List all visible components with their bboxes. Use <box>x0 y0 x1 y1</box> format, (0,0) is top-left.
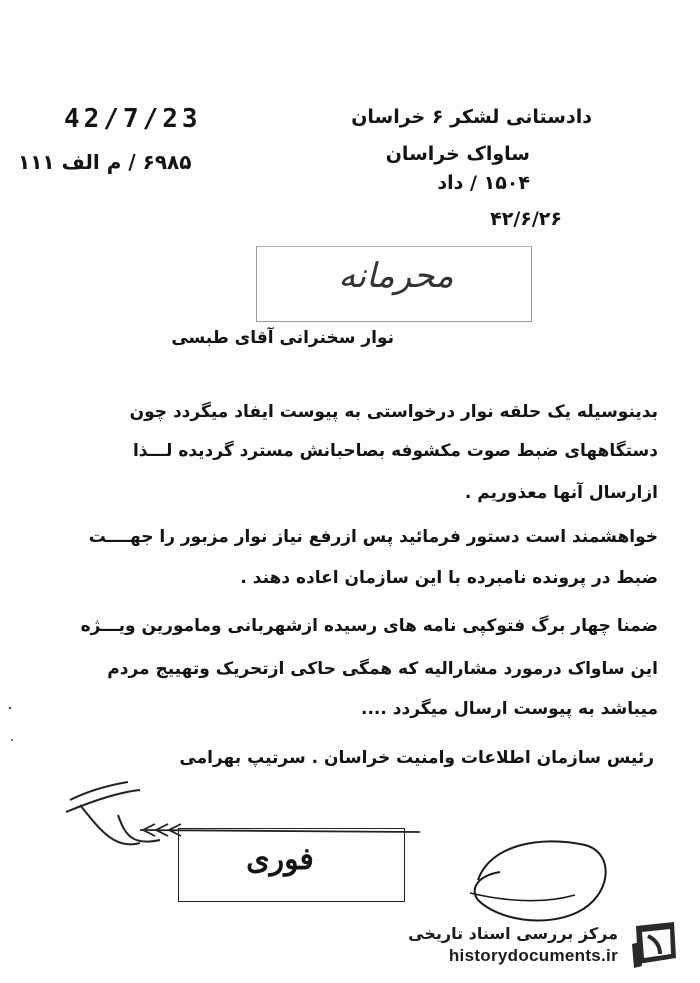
classification-stamp: محرمانه <box>338 256 454 296</box>
watermark-site: historydocuments.ir <box>448 946 618 965</box>
body-line: بدینوسیله یک حلقه نوار درخواستی به پیوست ایفاد میگردد چون <box>129 402 658 422</box>
document-reference: ۶۹۸۵ / م الف ۱۱۱ <box>18 150 192 174</box>
body-line: ضبط در پرونده نامبرده با این سازمان اعاده دهند . <box>240 568 658 588</box>
body-line: دستگاههای ضبط صوت مکشوفه بصاحبانش مسترد گردیده لـــذا <box>132 441 658 461</box>
sender-line: ساواک خراسان <box>385 143 530 165</box>
watermark-org-name: مرکز بررسی اسناد تاریخی <box>408 924 618 943</box>
margin-scribble <box>66 782 160 844</box>
body-line: این ساواک درمورد مشارالیه که همگی حاکی ازتحریک وتهییج مردم <box>107 659 658 679</box>
document-date: 42/7/23 <box>64 104 202 134</box>
signature-title: رئیس سازمان اطلاعات وامنیت خراسان . سرتیپ بهرامی <box>179 748 654 768</box>
archive-logo-icon <box>626 914 684 972</box>
urgent-stamp: فوری <box>246 842 314 877</box>
received-date: ۴۲/۶/۲۶ <box>490 208 562 230</box>
recipient-line: دادستانی لشکر ۶ خراسان <box>351 106 592 128</box>
letter-number: ۱۵۰۴ / داد <box>437 172 530 194</box>
body-line: میباشد به پیوست ارسال میگردد .... <box>361 699 658 719</box>
body-line: خواهشمند است دستور فرمائید پس ازرفع نیاز نوار مزبور را جهــــت <box>88 527 658 547</box>
subject-line: نوار سخنرانی آقای طبسی <box>171 328 394 348</box>
signature-scribble <box>475 841 606 920</box>
body-line: ازارسال آنها معذوریم . <box>464 483 658 503</box>
body-line: ضمنا چهار برگ فتوکپی نامه های رسیده ازشهربانی ومامورین ویـــژه <box>80 616 658 636</box>
